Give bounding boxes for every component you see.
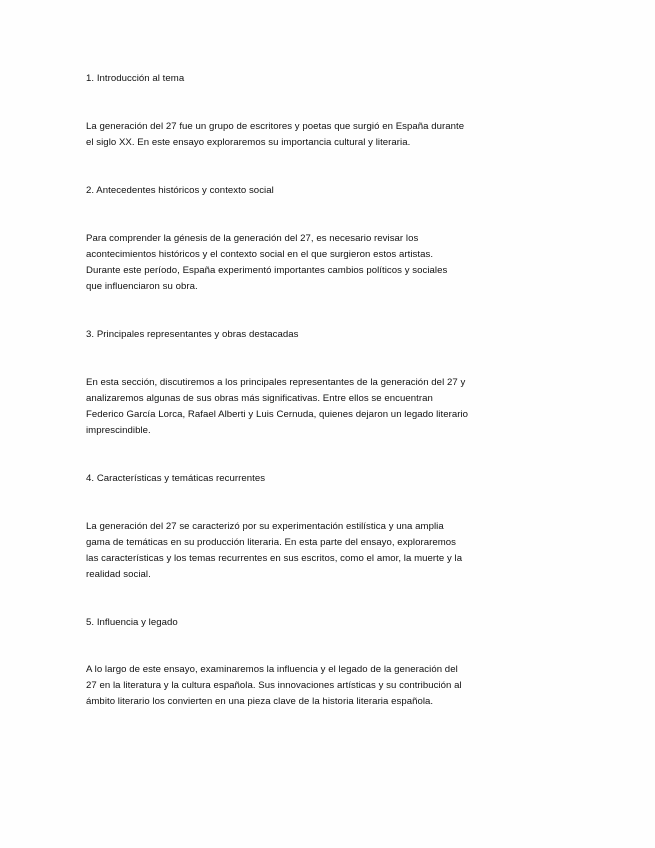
paragraph-line: Para comprender la génesis de la generación del 27, es necesario revisar los — [86, 233, 419, 244]
paragraph-line: La generación del 27 se caracterizó por su experimentación estilística y una amplia — [86, 521, 444, 532]
paragraph-line: el siglo XX. En este ensayo exploraremos su importancia cultural y literaria. — [86, 137, 411, 148]
paragraph-line: las características y los temas recurrentes en sus escritos, como el amor, la muerte y la — [86, 553, 463, 564]
section-heading-5: 5. Influencia y legado — [86, 617, 178, 628]
paragraph-line: analizaremos algunas de sus obras más significativas. Entre ellos se encuentran — [86, 393, 433, 404]
paragraph-line: gama de temáticas en su producción literaria. En esta parte del ensayo, exploraremos — [86, 537, 457, 548]
paragraph-line: En esta sección, discutiremos a los principales representantes de la generación del 27 y — [86, 377, 466, 388]
section-heading-4: 4. Características y temáticas recurrentes — [86, 473, 266, 484]
section-paragraph-2 — [86, 231, 526, 295]
section-heading-1: 1. Introducción al tema — [86, 73, 185, 84]
paragraph-line: 27 en la literatura y la cultura española. Sus innovaciones artísticas y su contribución al — [86, 680, 462, 691]
paragraph-line: Federico García Lorca, Rafael Alberti y Luis Cernuda, quienes dejaron un legado literario — [86, 409, 469, 420]
paragraph-line: ámbito literario los convierten en una pieza clave de la historia literaria española. — [86, 696, 434, 707]
section-paragraph-4 — [86, 519, 526, 583]
section-paragraph-1 — [86, 119, 526, 151]
paragraph-line: realidad social. — [86, 569, 151, 580]
paragraph-line: imprescindible. — [86, 425, 151, 436]
paragraph-line: Durante este período, España experimentó importantes cambios políticos y sociales — [86, 265, 448, 276]
paragraph-line: acontecimientos históricos y el contexto social en el que surgieron estos artistas. — [86, 249, 434, 260]
paragraph-line: A lo largo de este ensayo, examinaremos la influencia y el legado de la generación del — [86, 664, 458, 675]
section-paragraph-3 — [86, 375, 526, 439]
section-heading-2: 2. Antecedentes históricos y contexto social — [86, 185, 274, 196]
paragraph-line: que influenciaron su obra. — [86, 281, 198, 292]
section-heading-3: 3. Principales representantes y obras destacadas — [86, 329, 299, 340]
section-paragraph-5 — [86, 662, 526, 710]
paragraph-line: La generación del 27 fue un grupo de escritores y poetas que surgió en España durante — [86, 121, 465, 132]
